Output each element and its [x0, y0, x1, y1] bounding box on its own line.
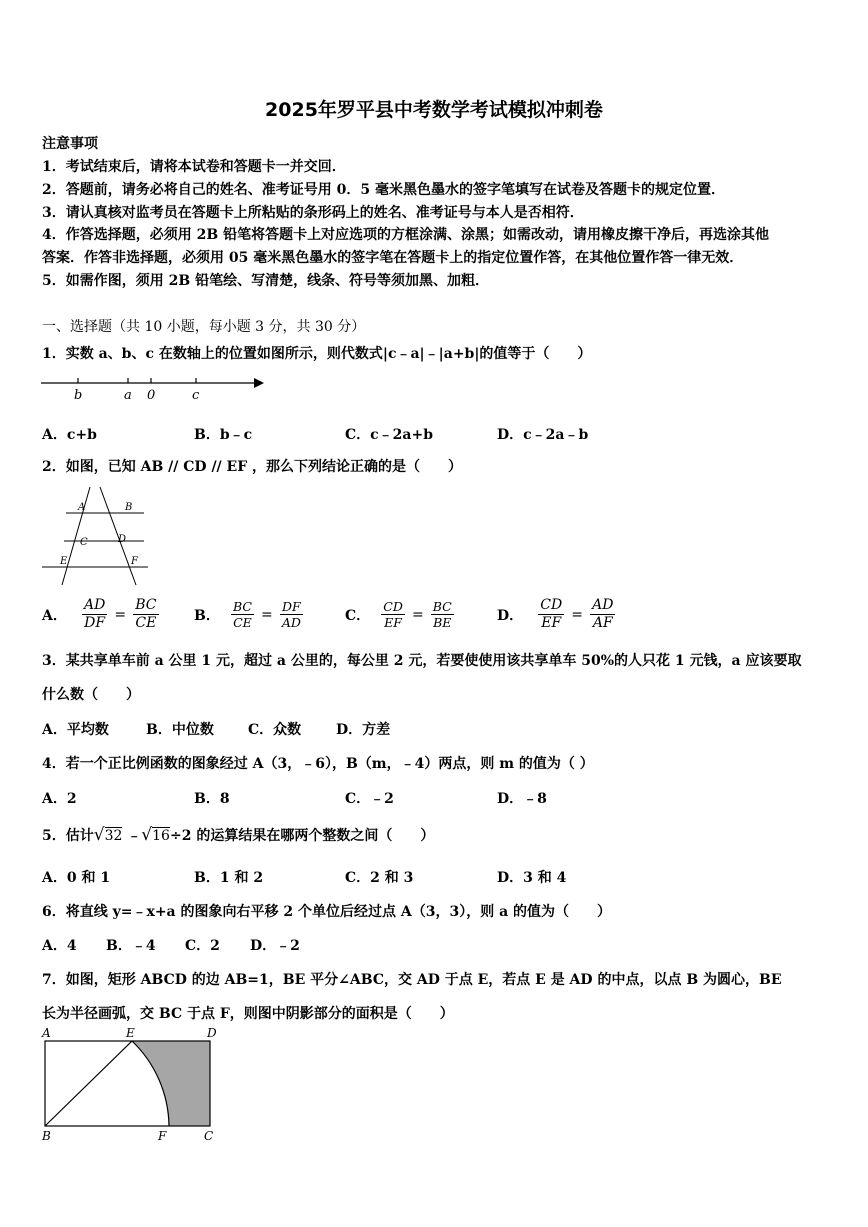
parallel-lines-figure	[40, 485, 155, 588]
option-label: B．	[194, 607, 220, 624]
sqrt-icon: √	[141, 825, 153, 845]
minus-sign: ﹣	[127, 828, 142, 844]
point-label-a: A	[42, 1026, 51, 1040]
point-label-a: A	[78, 502, 86, 513]
question-7-stem: 7．如图，矩形 ABCD 的边 AB=1，BE 平分∠ABC，交 AD 于点 E，若点 E 是 AD 的中点，以点 B 为圆心，BE	[42, 972, 782, 988]
axis-label-zero: 0	[147, 388, 156, 403]
question-6-stem: 6．将直线 y=﹣x+a 的图象向右平移 2 个单位后经过点 A（3，3），则 a 的值为（ ）	[42, 904, 612, 920]
question-7-stem-cont: 长为半径画弧，交 BC 于点 F，则图中阴影部分的面积是（ ）	[42, 1006, 454, 1022]
section-heading: 一、选择题（共 10 小题，每小题 3 分，共 30 分）	[42, 319, 366, 335]
notice-item: 答案．作答非选择题，必须用 05 毫米黑色墨水的签字笔在答题卡上的指定位置作答，在其他位置作答一律无效．	[42, 250, 744, 266]
question-3-stem: 3．某共享单车前 a 公里 1 元，超过 a 公里的，每公里 2 元，若要使使用该共享单车 50%的人只花 1 元钱，a 应该要取	[42, 653, 802, 669]
option-d: D．3 和 4	[497, 870, 567, 886]
option-c	[345, 599, 454, 630]
equals-sign: =	[571, 606, 583, 623]
option-d: D．方差	[336, 722, 391, 738]
notice-item: 4．作答选择题，必须用 2B 铅笔将答题卡上对应选项的方框涂满、涂黑；如需改动，请用橡皮擦干净后，再选涂其他	[42, 227, 770, 243]
option-b: B．﹣4	[106, 938, 156, 954]
fraction: $\frac{CD}{EF}$	[383, 599, 403, 630]
equals-sign: =	[114, 606, 127, 623]
option-c: C．2 和 3	[345, 870, 414, 886]
notice-heading: 注意事项	[42, 136, 98, 152]
option-d: D．﹣8	[497, 791, 547, 807]
option-d	[497, 597, 615, 632]
question-2-stem: 2．如图，已知 AB // CD // EF ，那么下列结论正确的是（ ）	[42, 459, 463, 475]
question-3-stem-cont: 什么数（ ）	[42, 687, 140, 703]
rectangle-arc-figure	[36, 1026, 226, 1146]
axis-label-c: c	[192, 388, 200, 403]
option-b: B．b﹣c	[194, 427, 253, 443]
fraction: $\frac{AD}{DF}$	[83, 597, 106, 631]
question-1-stem: 1．实数 a、b、c 在数轴上的位置如图所示，则代数式|c﹣a|﹣|a+b|的值等于（ ）	[42, 346, 592, 362]
transversal-1	[62, 487, 90, 585]
notice-item: 5．如需作图，须用 2B 铅笔绘、写清楚，线条、符号等须加黑、加粗．	[42, 273, 490, 289]
number-line-figure	[38, 370, 270, 404]
point-label-c: C	[204, 1129, 214, 1143]
option-a: A．2	[42, 791, 77, 807]
point-label-b: B	[42, 1129, 51, 1143]
point-label-f: F	[131, 556, 138, 567]
axis-label-b: b	[74, 388, 83, 403]
question-5-stem	[42, 825, 434, 845]
sqrt-icon: √	[93, 825, 105, 845]
equals-sign: =	[261, 606, 273, 623]
arrow-icon	[254, 378, 264, 388]
option-d: D．c﹣2a﹣b	[497, 427, 589, 443]
fraction: $\frac{BC}{CE}$	[232, 599, 252, 630]
notice-item: 2．答题前，请务必将自己的姓名、准考证号用 0．5 毫米黑色墨水的签字笔填写在试卷及答题卡的规定位置．	[42, 182, 725, 198]
equals-sign: =	[411, 606, 424, 623]
option-c: C．﹣2	[345, 791, 394, 807]
option-a: A．0 和 1	[42, 870, 111, 886]
option-a: A．平均数	[42, 722, 109, 738]
point-label-e: E	[60, 556, 68, 567]
notice-item: 1．考试结束后，请将本试卷和答题卡一并交回．	[42, 159, 346, 175]
option-label: C．	[345, 607, 371, 624]
radicand: 32	[104, 828, 123, 844]
option-d: D．﹣2	[250, 938, 300, 954]
option-a: A．c+b	[42, 427, 97, 443]
option-label: A．	[42, 607, 67, 624]
point-label-d: D	[207, 1026, 217, 1040]
option-a	[42, 597, 159, 632]
stem-suffix: ÷2 的运算结果在哪两个整数之间（ ）	[169, 828, 435, 844]
notice-item: 3．请认真核对监考员在答题卡上所粘贴的条形码上的姓名、准考证号与本人是否相符．	[42, 205, 584, 221]
point-label-d: D	[118, 534, 127, 545]
point-label-f: F	[158, 1129, 167, 1143]
axis-label-a: a	[124, 388, 132, 403]
option-c: C．2	[185, 938, 220, 954]
segment-be	[45, 1041, 132, 1126]
page-title: 2025年罗平县中考数学考试模拟冲刺卷	[265, 99, 603, 121]
point-label-b: B	[125, 502, 133, 513]
option-b: B．中位数	[146, 722, 214, 738]
option-c: C．c﹣2a+b	[345, 427, 433, 443]
option-a: A．4	[42, 938, 77, 954]
point-label-c: C	[80, 537, 88, 548]
option-b: B．8	[194, 791, 230, 807]
stem-prefix: 5．估计	[42, 828, 94, 844]
radicand: 16	[152, 828, 170, 844]
option-c: C．众数	[248, 722, 302, 738]
option-b: B．1 和 2	[194, 870, 264, 886]
question-4-stem: 4．若一个正比例函数的图象经过 A（3，﹣6），B（m，﹣4）两点，则 m 的值为（ ）	[42, 756, 594, 772]
fraction: $\frac{CD}{EF}$	[540, 597, 563, 631]
point-label-e: E	[126, 1026, 135, 1040]
option-label: D．	[497, 607, 524, 624]
fraction: $\frac{BC}{CE}$	[135, 597, 157, 631]
fraction: $\frac{DF}{AD}$	[281, 599, 301, 630]
option-b	[194, 599, 303, 630]
fraction: $\frac{AD}{AF}$	[592, 597, 614, 631]
fraction: $\frac{BC}{BE}$	[432, 599, 452, 630]
